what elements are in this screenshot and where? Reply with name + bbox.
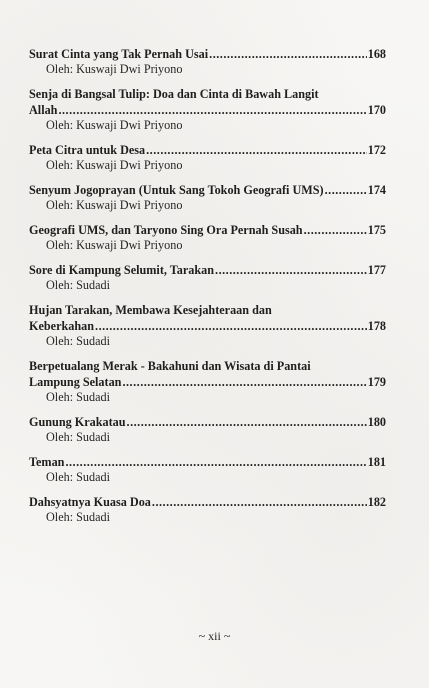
toc-entry[interactable] bbox=[29, 222, 386, 253]
toc-entry-page-number: 180 bbox=[367, 415, 386, 429]
toc-entry-title: Dahsyatnya Kuasa Doa bbox=[29, 495, 151, 509]
toc-entry-page-number: 178 bbox=[367, 319, 386, 333]
table-of-contents bbox=[29, 46, 386, 534]
toc-entry-page-number: 181 bbox=[367, 455, 386, 469]
toc-entry[interactable] bbox=[29, 46, 386, 77]
toc-entry-author: Oleh: Kuswaji Dwi Priyono bbox=[46, 238, 183, 252]
toc-entry-page-number: 175 bbox=[367, 223, 386, 237]
page-number-footer: ~ xii ~ bbox=[198, 629, 231, 643]
toc-entry-title: Senyum Jogoprayan (Untuk Sang Tokoh Geografi UMS) bbox=[29, 183, 324, 197]
toc-entry-page-number: 172 bbox=[367, 143, 386, 157]
dot-leader bbox=[58, 102, 366, 118]
toc-entry-title-row bbox=[29, 182, 386, 198]
toc-entry[interactable] bbox=[29, 302, 386, 349]
toc-entry-title-row bbox=[29, 494, 386, 510]
toc-entry[interactable] bbox=[29, 494, 386, 525]
toc-entry-author: Oleh: Kuswaji Dwi Priyono bbox=[46, 198, 183, 212]
toc-entry-title-row bbox=[29, 46, 386, 62]
toc-entry-page-number: 182 bbox=[367, 495, 386, 509]
toc-entry-author: Oleh: Sudadi bbox=[46, 510, 110, 524]
dot-leader bbox=[146, 142, 367, 158]
toc-entry-author: Oleh: Kuswaji Dwi Priyono bbox=[46, 118, 183, 132]
toc-entry[interactable] bbox=[29, 142, 386, 173]
toc-entry-title-row bbox=[29, 142, 386, 158]
toc-entry-title-row bbox=[29, 414, 386, 430]
dot-leader bbox=[325, 182, 367, 198]
toc-entry-author: Oleh: Kuswaji Dwi Priyono bbox=[46, 62, 183, 76]
dot-leader bbox=[304, 222, 367, 238]
toc-entry[interactable] bbox=[29, 414, 386, 445]
toc-entry-page-number: 177 bbox=[367, 263, 386, 277]
toc-entry-author: Oleh: Sudadi bbox=[46, 278, 110, 292]
dot-leader bbox=[95, 318, 367, 334]
toc-entry-author: Oleh: Sudadi bbox=[46, 390, 110, 404]
toc-entry-title: Surat Cinta yang Tak Pernah Usai bbox=[29, 47, 209, 61]
toc-entry-title-row bbox=[29, 454, 386, 470]
toc-entry-title-row bbox=[29, 318, 386, 334]
toc-entry-page-number: 168 bbox=[367, 47, 386, 61]
toc-entry-title-line: Berpetualang Merak - Bakahuni dan Wisata di Pantai bbox=[29, 359, 311, 373]
toc-entry-author: Oleh: Sudadi bbox=[46, 470, 110, 484]
toc-entry-title: Peta Citra untuk Desa bbox=[29, 143, 146, 157]
toc-entry-title-row bbox=[29, 374, 386, 390]
toc-entry[interactable] bbox=[29, 86, 386, 133]
toc-entry[interactable] bbox=[29, 262, 386, 293]
toc-entry-title-line: Senja di Bangsal Tulip: Doa dan Cinta di Bawah Langit bbox=[29, 87, 319, 101]
toc-entry-title-line: Hujan Tarakan, Membawa Kesejahteraan dan bbox=[29, 303, 272, 317]
toc-entry-title: Gunung Krakatau bbox=[29, 415, 126, 429]
toc-entry-title-row bbox=[29, 222, 386, 238]
toc-entry-page-number: 174 bbox=[367, 183, 386, 197]
dot-leader bbox=[65, 454, 366, 470]
toc-entry-author: Oleh: Kuswaji Dwi Priyono bbox=[46, 158, 183, 172]
toc-entry-title: Sore di Kampung Selumit, Tarakan bbox=[29, 263, 215, 277]
toc-entry-author: Oleh: Sudadi bbox=[46, 334, 110, 348]
toc-entry-title: Geografi UMS, dan Taryono Sing Ora Pernah Susah bbox=[29, 223, 303, 237]
toc-entry[interactable] bbox=[29, 182, 386, 213]
dot-leader bbox=[215, 262, 367, 278]
dot-leader bbox=[127, 414, 367, 430]
toc-entry-title-row bbox=[29, 102, 386, 118]
toc-entry-title-row bbox=[29, 262, 386, 278]
toc-entry-title: Teman bbox=[29, 455, 65, 469]
toc-entry-author: Oleh: Sudadi bbox=[46, 430, 110, 444]
toc-entry-page-number: 179 bbox=[367, 375, 386, 389]
toc-entry-title: Allah bbox=[29, 103, 58, 117]
toc-entry-page-number: 170 bbox=[367, 103, 386, 117]
dot-leader bbox=[122, 374, 366, 390]
toc-entry[interactable] bbox=[29, 358, 386, 405]
toc-entry[interactable] bbox=[29, 454, 386, 485]
toc-entry-title: Keberkahan bbox=[29, 319, 95, 333]
dot-leader bbox=[209, 46, 367, 62]
dot-leader bbox=[152, 494, 367, 510]
toc-entry-title: Lampung Selatan bbox=[29, 375, 122, 389]
